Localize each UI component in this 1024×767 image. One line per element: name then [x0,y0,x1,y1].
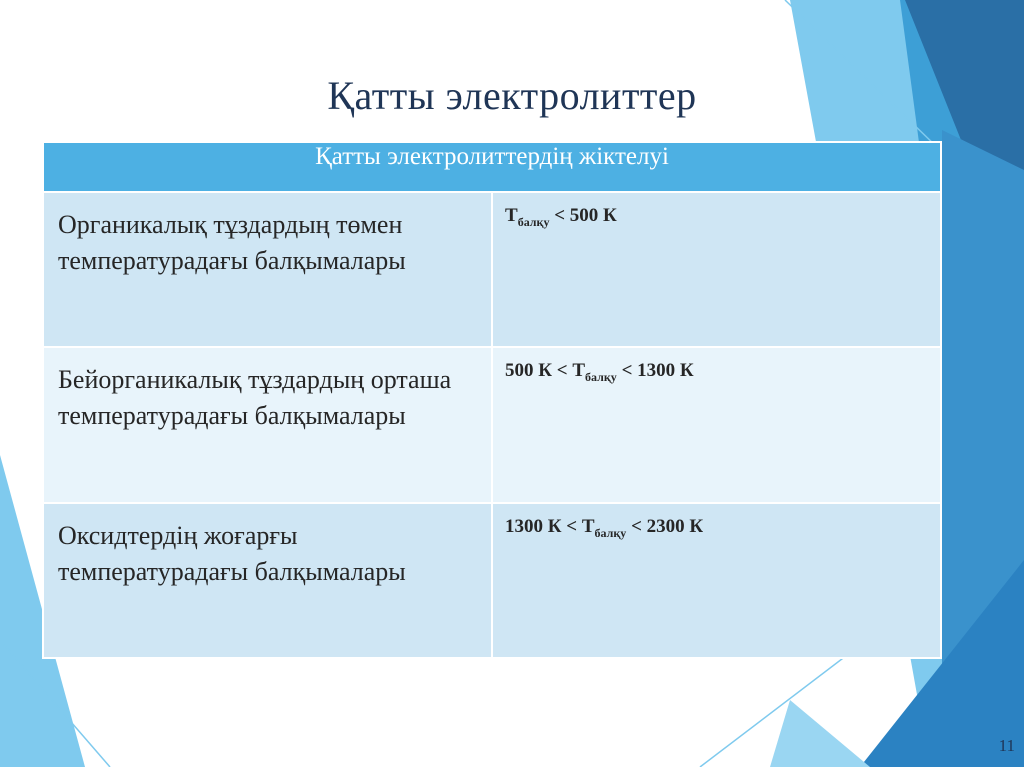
row-condition-oxides [492,503,941,658]
condition-prefix: 1300 К < [505,515,582,537]
classification-table [42,141,942,659]
condition-suffix: < 500 К [549,205,617,226]
row-name-organic: Органикалық тұздардың төмен температурадағы балқымалары [43,192,492,347]
deco-bottom-tri [770,700,870,767]
condition-prefix: 500 К < [505,360,573,382]
slide-title: Қатты электролиттер [327,73,697,118]
page-number: 11 [998,736,1015,755]
condition-symbol: Т [505,205,518,226]
table-row [43,347,941,502]
table-row [43,192,941,347]
condition-subscript: балқу [585,370,617,385]
condition-symbol: Т [581,515,595,537]
condition-symbol: Т [572,360,586,382]
row-condition-inorganic [492,347,941,502]
row-name-inorganic: Бейорганикалық тұздардың орташа температурадағы балқымалары [43,347,492,502]
condition-suffix: < 2300 К [626,515,704,537]
condition-suffix: < 1300 К [616,360,694,382]
condition-subscript: балқу [517,215,550,229]
table-row [43,503,941,658]
row-name-oxides: Оксидтердің жоғарғы температурадағы балқымалары [43,503,492,658]
condition-subscript: балқу [594,525,627,540]
table-header: Қатты электролиттердің жіктелуі [43,142,941,192]
row-condition-organic [492,192,941,347]
